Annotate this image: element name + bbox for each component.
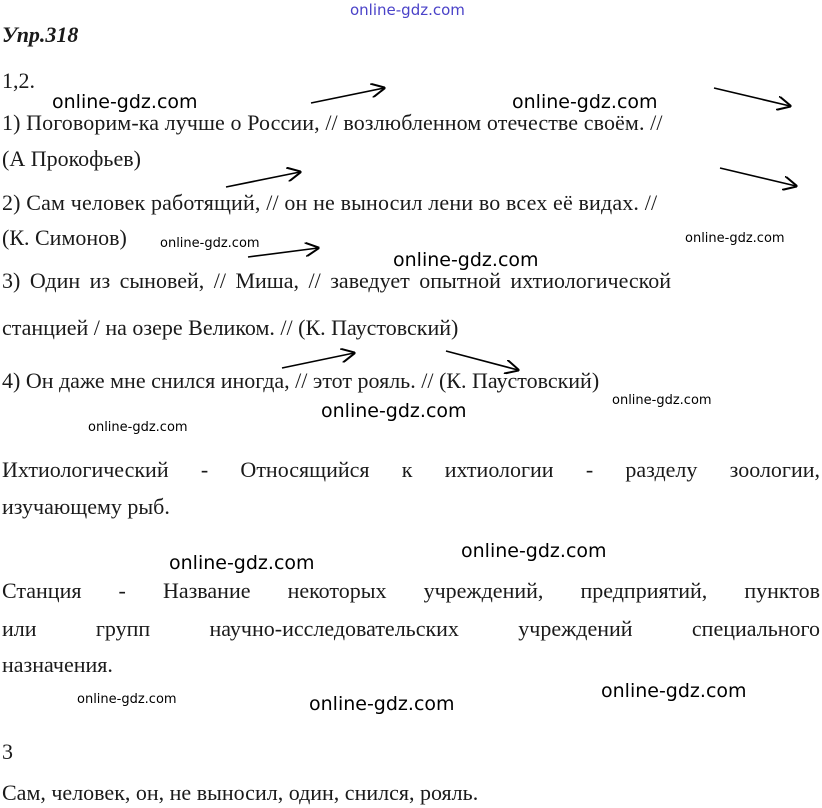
definition-station-line1: Станция - Название некоторых учреждений, предприятий, пунктов [2, 578, 820, 603]
arrow-mark [282, 353, 354, 368]
definition-ichthyological-line1: Ихтиологический - Относящийся к ихтиологии - разделу зоологии, [2, 457, 820, 482]
watermark: online-gdz.com [160, 236, 260, 251]
watermark: online-gdz.com [52, 91, 198, 113]
watermark-top: online-gdz.com [350, 1, 465, 19]
arrow-mark [446, 351, 518, 370]
answer-words-line: Сам, человек, он, не выносил, один, снился, рояль. [2, 780, 479, 805]
watermark: online-gdz.com [321, 400, 467, 422]
arrow-mark [226, 172, 300, 187]
sentence-2: 2) Сам человек работящий, // он не выносил лени во всех её видах. // [2, 190, 658, 215]
watermark: online-gdz.com [393, 249, 539, 271]
watermark: online-gdz.com [88, 420, 188, 435]
definition-station-line3: назначения. [2, 652, 113, 677]
definition-ichthyological-line2: изучающему рыб. [2, 494, 170, 519]
arrow-mark [311, 88, 384, 103]
sentence-2-author: (К. Симонов) [2, 225, 127, 250]
sentence-3: 3) Один из сыновей, // Миша, // заведует опытной ихтиологической [2, 268, 672, 293]
sentence-1: 1) Поговорим-ка лучше о России, // возлюбленном отечестве своём. // [2, 110, 663, 135]
watermark: online-gdz.com [685, 231, 785, 246]
sentence-3-continued: станцией / на озере Великом. // (К. Паустовский) [2, 315, 459, 340]
section-1-2-label: 1,2. [2, 68, 35, 93]
watermark: online-gdz.com [77, 692, 177, 707]
arrow-mark [720, 168, 796, 186]
watermark: online-gdz.com [169, 552, 315, 574]
exercise-title: Упр.318 [2, 22, 79, 47]
arrow-mark [714, 88, 790, 106]
section-3-label: 3 [2, 739, 13, 764]
watermark: online-gdz.com [612, 393, 712, 408]
watermark: online-gdz.com [601, 680, 747, 702]
sentence-4: 4) Он даже мне снился иногда, // этот рояль. // (К. Паустовский) [2, 368, 600, 393]
watermark: online-gdz.com [461, 540, 607, 562]
watermark: online-gdz.com [512, 91, 658, 113]
sentence-1-author: (А Прокофьев) [2, 146, 141, 171]
watermark: online-gdz.com [309, 693, 455, 715]
arrow-mark [248, 248, 318, 257]
definition-station-line2: или групп научно-исследовательских учреждений специального [2, 616, 820, 641]
